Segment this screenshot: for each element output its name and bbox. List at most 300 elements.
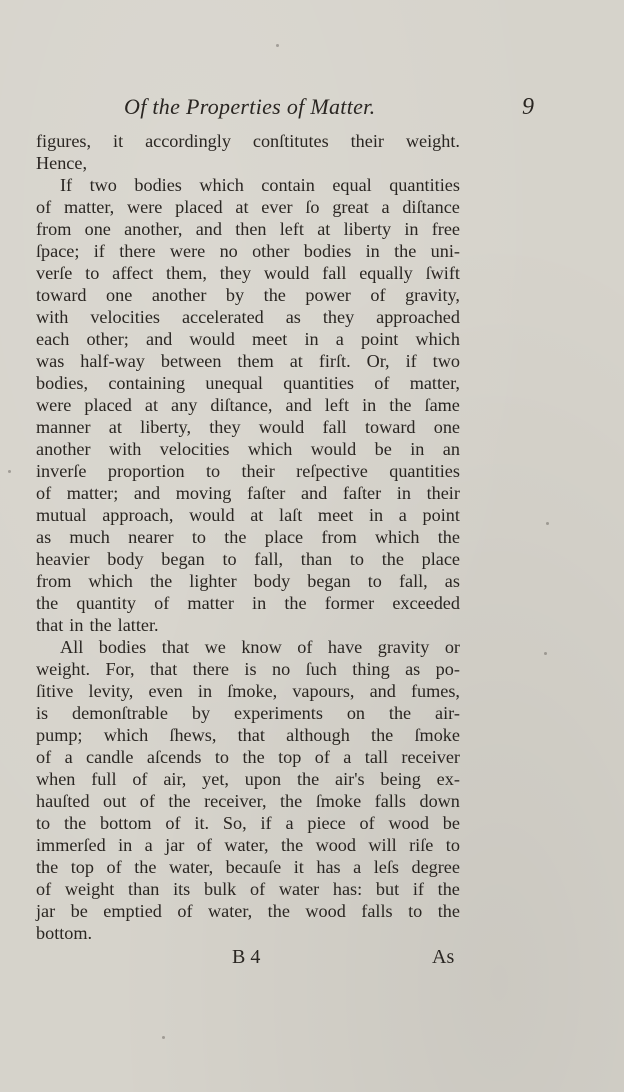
word: of — [139, 791, 155, 811]
word: fall — [322, 263, 347, 283]
word: to — [205, 461, 221, 481]
word: to — [408, 901, 423, 921]
word: in — [118, 835, 133, 855]
paper-speck — [162, 1036, 165, 1039]
word: the — [437, 879, 460, 899]
word: water, — [168, 857, 214, 877]
word: liberty, — [140, 417, 191, 437]
word: the — [36, 593, 59, 613]
word: quantities — [283, 373, 354, 393]
word: half-way — [80, 351, 145, 371]
paper-speck — [276, 44, 279, 47]
text-line — [36, 262, 460, 284]
word: no — [219, 241, 238, 261]
text-line — [36, 856, 460, 878]
word: conſtitutes — [252, 131, 329, 151]
word: one — [84, 219, 111, 239]
word: exceeded — [392, 593, 460, 613]
word: riſe — [409, 835, 434, 855]
word: from — [36, 571, 72, 591]
word: toward — [364, 417, 416, 437]
word: placed — [175, 197, 223, 217]
word: in — [304, 329, 319, 349]
word: in — [396, 483, 411, 503]
text-line — [36, 218, 460, 240]
word: water, — [207, 901, 253, 921]
word: bodies — [134, 175, 182, 195]
word: of — [154, 593, 170, 613]
word: top — [278, 747, 302, 767]
word: one — [433, 417, 460, 437]
text-line — [36, 174, 460, 196]
word: falls — [374, 791, 406, 811]
text-line — [36, 394, 460, 416]
word: the — [381, 549, 404, 569]
text-line — [36, 130, 460, 152]
word: ſame — [424, 395, 460, 415]
word: at — [250, 505, 264, 525]
word: moving — [175, 483, 232, 503]
text-line — [36, 152, 460, 174]
word: if — [412, 879, 424, 899]
word: the — [242, 747, 265, 767]
word: lighter — [189, 571, 237, 591]
word: to — [85, 263, 100, 283]
word: its — [173, 879, 191, 899]
word: and — [146, 329, 173, 349]
word: bodies, — [36, 373, 89, 393]
word: each — [36, 329, 70, 349]
word: bodies — [98, 637, 147, 657]
word: although — [286, 725, 350, 745]
word: gravity — [377, 637, 430, 657]
word: ſhews, — [169, 725, 217, 745]
word: they — [219, 263, 252, 283]
word: was — [36, 351, 65, 371]
word: in — [365, 241, 380, 261]
word: contain — [261, 175, 315, 195]
word: of — [36, 483, 52, 503]
word: of — [249, 879, 266, 899]
word: a — [144, 835, 153, 855]
text-line — [36, 196, 460, 218]
word: bottom. — [36, 923, 93, 943]
word: it — [113, 131, 124, 151]
text-line — [36, 482, 460, 504]
word: bottom — [100, 813, 152, 833]
word: other; — [86, 329, 129, 349]
paper-speck — [8, 470, 11, 473]
word: were — [36, 395, 72, 415]
word: water, — [224, 835, 269, 855]
text-line — [36, 790, 460, 812]
text-line — [36, 614, 460, 636]
word: of — [132, 769, 148, 789]
word: to — [191, 527, 206, 547]
text-line — [36, 724, 460, 746]
word: hauſted — [36, 791, 90, 811]
text-line — [36, 680, 460, 702]
word: air's — [335, 769, 365, 789]
word: weight. — [405, 131, 460, 151]
word: of — [297, 637, 313, 657]
word: verſe — [36, 263, 73, 283]
word: if — [405, 351, 417, 371]
word: leſs — [373, 857, 399, 877]
word: vapours, — [292, 681, 355, 701]
word: ſmoke — [315, 791, 362, 811]
word: to — [222, 549, 237, 569]
text-line — [36, 372, 460, 394]
word: to — [36, 813, 51, 833]
word: aſcends — [146, 747, 202, 767]
text-line — [36, 548, 460, 570]
word: at — [289, 351, 303, 371]
word: the — [224, 527, 247, 547]
word: or — [444, 637, 460, 657]
word: and — [133, 483, 161, 503]
word: in — [404, 219, 419, 239]
word: pump; — [36, 725, 83, 745]
word: of — [36, 197, 52, 217]
word: at — [144, 395, 159, 415]
text-line — [36, 834, 460, 856]
word: that — [237, 725, 265, 745]
word: power — [305, 285, 351, 305]
word: wood — [315, 835, 356, 855]
word: being — [380, 769, 421, 789]
word: as — [444, 571, 460, 591]
word: would — [263, 263, 310, 283]
word: of — [314, 747, 330, 767]
text-line — [36, 328, 460, 350]
word: approached — [376, 307, 460, 327]
word: if — [93, 241, 105, 261]
word: to — [214, 747, 230, 767]
word: of — [177, 901, 193, 921]
word: there — [192, 659, 230, 679]
word: the — [296, 769, 320, 789]
word: and — [195, 219, 222, 239]
word: in — [362, 395, 377, 415]
word: as — [36, 527, 52, 547]
word: then — [235, 219, 267, 239]
text-line — [36, 416, 460, 438]
word: air, — [163, 769, 187, 789]
word: of — [165, 813, 181, 833]
word: a — [64, 747, 73, 767]
word: heavier — [36, 549, 90, 569]
word: faſter — [342, 483, 382, 503]
word: ſpace; — [36, 241, 80, 261]
word: at — [235, 197, 249, 217]
word: from — [36, 219, 72, 239]
word: when — [36, 769, 76, 789]
word: left — [324, 395, 350, 415]
word: reſpective — [296, 461, 368, 481]
word: them, — [166, 263, 207, 283]
word: and — [285, 395, 312, 415]
word: be — [442, 813, 460, 833]
word: wood — [305, 901, 346, 921]
word: demonſtrable — [72, 703, 169, 723]
word: we — [204, 637, 226, 657]
word: gravity, — [405, 285, 460, 305]
page-footer — [0, 946, 624, 976]
word: former — [324, 593, 375, 613]
word: All — [60, 637, 84, 657]
word: manner — [36, 417, 91, 437]
word: which — [103, 725, 149, 745]
text-line — [36, 350, 460, 372]
word: the — [168, 791, 191, 811]
word: would — [189, 329, 235, 349]
word: accordingly — [145, 131, 231, 151]
word: which — [199, 175, 244, 195]
word: in — [410, 439, 425, 459]
word: body — [253, 571, 291, 591]
word: mutual — [36, 505, 87, 525]
word: have — [327, 637, 363, 657]
text-line — [36, 768, 460, 790]
word: that — [36, 615, 64, 635]
word: fumes, — [410, 681, 460, 701]
word: experiments — [234, 703, 323, 723]
text-line — [36, 570, 460, 592]
word: know — [241, 637, 282, 657]
word: full — [91, 769, 117, 789]
word: So, — [222, 813, 247, 833]
word: began — [307, 571, 351, 591]
word: tall — [364, 747, 389, 767]
word: of — [370, 285, 386, 305]
word: from — [321, 527, 357, 547]
word: upon — [244, 769, 282, 789]
word: top — [70, 857, 94, 877]
word: faſter — [246, 483, 286, 503]
word: to — [367, 571, 382, 591]
word: a — [398, 505, 407, 525]
word: thing — [352, 659, 390, 679]
word: body — [107, 549, 144, 569]
word: equally — [359, 263, 413, 283]
text-line — [36, 306, 460, 328]
word: water — [278, 879, 320, 899]
text-line — [36, 658, 460, 680]
word: velocities — [159, 439, 230, 459]
word: velocities — [90, 307, 161, 327]
text-line — [36, 922, 460, 944]
word: matter; — [66, 483, 119, 503]
word: two — [89, 175, 117, 195]
word: ſo — [305, 197, 320, 217]
word: meet — [317, 505, 354, 525]
word: piece — [307, 813, 346, 833]
word: ſitive — [36, 681, 74, 701]
text-line — [36, 526, 460, 548]
word: any — [171, 395, 198, 415]
word: a — [285, 813, 294, 833]
word: other — [252, 241, 290, 261]
page-number: 9 — [522, 94, 534, 120]
word: point — [422, 505, 460, 525]
word: diſtance, — [210, 395, 273, 415]
word: they — [322, 307, 355, 327]
word: matter — [187, 593, 234, 613]
word: the — [134, 857, 157, 877]
word: ſwift — [425, 263, 460, 283]
running-title: Of the Properties of Matter. — [124, 94, 376, 119]
word: them — [237, 351, 274, 371]
word: by — [225, 285, 245, 305]
word: is — [36, 703, 49, 723]
word: the — [389, 395, 412, 415]
word: yet, — [202, 769, 229, 789]
word: becauſe — [225, 857, 282, 877]
word: the — [36, 857, 59, 877]
word: an — [442, 439, 460, 459]
word: equal — [332, 175, 372, 195]
word: latter. — [117, 615, 159, 635]
paper-speck — [544, 652, 547, 655]
word: would — [258, 417, 305, 437]
word: another — [36, 439, 91, 459]
word: it. — [194, 813, 210, 833]
word: a — [335, 329, 344, 349]
text-line — [36, 878, 460, 900]
word: were — [169, 241, 206, 261]
word: place — [421, 549, 460, 569]
word: the — [388, 703, 412, 723]
word: the — [437, 527, 460, 547]
word: no — [271, 659, 291, 679]
word: which — [375, 527, 420, 547]
word: their — [426, 483, 460, 503]
word: at — [317, 219, 331, 239]
word: wood — [388, 813, 429, 833]
word: fall, — [254, 549, 284, 569]
word: ever — [261, 197, 293, 217]
word: placed — [84, 395, 132, 415]
word: the — [89, 615, 112, 635]
word: ſmoke, — [227, 681, 278, 701]
word: has — [316, 857, 341, 877]
word: in — [197, 681, 213, 701]
word: will — [368, 835, 397, 855]
running-head — [0, 94, 624, 124]
text-line — [36, 900, 460, 922]
text-line — [36, 746, 460, 768]
word: the — [263, 285, 286, 305]
word: jar — [36, 901, 56, 921]
word: in — [69, 615, 84, 635]
word: if — [260, 813, 272, 833]
text-line — [36, 438, 460, 460]
word: has: — [332, 879, 363, 899]
word: were — [127, 197, 163, 217]
word: would — [310, 439, 357, 459]
word: another — [151, 285, 207, 305]
word: immerſed — [36, 835, 106, 855]
word: quantities — [389, 175, 460, 195]
word: point — [360, 329, 399, 349]
word: to — [349, 549, 364, 569]
word: began — [161, 549, 205, 569]
word: that — [149, 659, 178, 679]
word: than — [128, 879, 160, 899]
word: fall, — [398, 571, 428, 591]
word: accelerated — [181, 307, 264, 327]
word: one — [106, 285, 133, 305]
word: in — [252, 593, 267, 613]
word: free — [431, 219, 460, 239]
word: and — [300, 483, 328, 503]
word: the — [267, 901, 290, 921]
word: meet — [251, 329, 288, 349]
word: another, — [124, 219, 183, 239]
text-line — [36, 592, 460, 614]
word: affect — [112, 263, 154, 283]
word: with — [108, 439, 142, 459]
word: containing — [108, 373, 186, 393]
word: toward — [36, 285, 87, 305]
word: left — [279, 219, 304, 239]
word: receiver — [401, 747, 460, 767]
word: laſt — [279, 505, 303, 525]
word: a — [353, 857, 362, 877]
word: of — [374, 373, 390, 393]
word: the — [280, 835, 304, 855]
word: jar — [165, 835, 185, 855]
word: liberty — [343, 219, 392, 239]
word: their — [350, 131, 384, 151]
text-line — [36, 812, 460, 834]
word: the — [394, 241, 417, 261]
catchword: As — [432, 946, 455, 968]
word: two — [432, 351, 460, 371]
word: at — [108, 417, 122, 437]
word: the — [63, 813, 87, 833]
word: between — [160, 351, 222, 371]
word: receiver, — [204, 791, 267, 811]
word: matter, — [409, 373, 460, 393]
text-line — [36, 702, 460, 724]
word: of — [196, 835, 212, 855]
word: the — [149, 571, 173, 591]
word: proportion — [107, 461, 185, 481]
word: bulk — [203, 879, 237, 899]
word: weight — [64, 879, 115, 899]
word: which — [415, 329, 460, 349]
word: air- — [435, 703, 460, 723]
word: inverſe — [36, 461, 87, 481]
word: unequal — [205, 373, 263, 393]
word: the — [284, 593, 307, 613]
word: be — [70, 901, 88, 921]
word: out — [103, 791, 127, 811]
word: po- — [435, 659, 460, 679]
signature-mark: B 4 — [232, 946, 261, 968]
word: it — [293, 857, 304, 877]
word: they — [209, 417, 241, 437]
word: Or, — [366, 351, 390, 371]
word: approach, — [102, 505, 174, 525]
word: than — [300, 549, 333, 569]
word: even — [148, 681, 183, 701]
word: If — [60, 175, 73, 195]
body-text — [36, 130, 460, 944]
word: would — [189, 505, 235, 525]
